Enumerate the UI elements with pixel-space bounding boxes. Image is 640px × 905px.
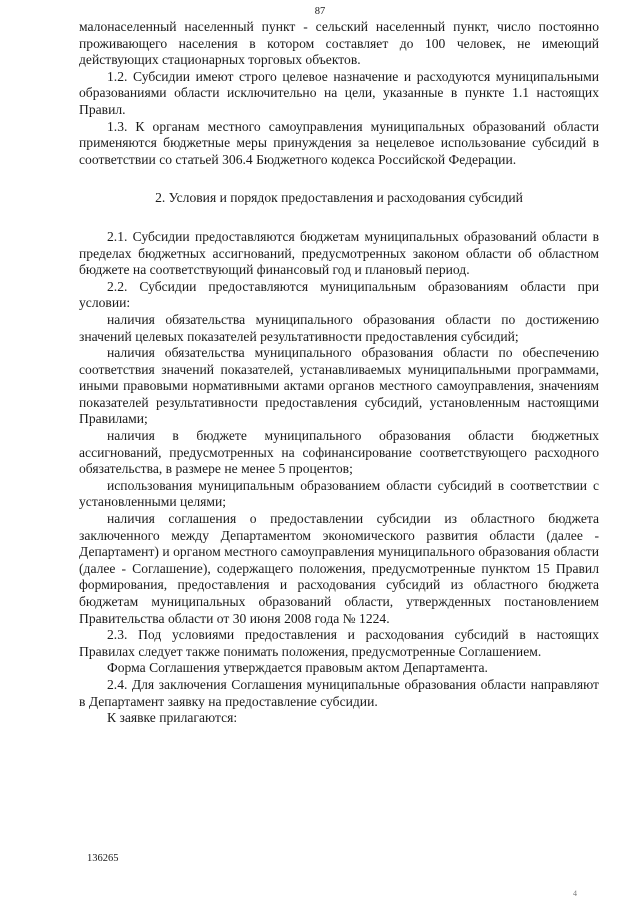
paragraph-2-4: 2.4. Для заключения Соглашения муниципальные образования области направляют в Департамент заявку на предоставление субсидии. (79, 676, 599, 709)
condition-item: использования муниципальным образованием области субсидий в соответствии с установленными целями; (79, 477, 599, 510)
paragraph-2-1: 2.1. Субсидии предоставляются бюджетам муниципальных образований области в пределах бюджетных ассигнований, предусмотренных законом области об областном бюджете на соответствующий финансовый год и плановый период. (79, 228, 599, 278)
page-number: 87 (314, 6, 326, 17)
paragraph-1-2: 1.2. Субсидии имеют строго целевое назначение и расходуются муниципальными образованиями области исключительно на цели, указанные в пункте 1.1 настоящих Правил. (79, 68, 599, 117)
paragraph-2-2: 2.2. Субсидии предоставляются муниципальным образованиям области при условии: (79, 278, 599, 311)
paragraph-continuation: малонаселенный населенный пункт - сельский населенный пункт, число постоянно проживающего населения в котором составляет до 100 человек, не имеющий действующих стационарных торговых объектов. (79, 19, 599, 68)
paragraph-agreement-form: Форма Соглашения утверждается правовым актом Департамента. (107, 660, 488, 676)
paragraph-attachments: К заявке прилагаются: (107, 710, 238, 726)
condition-item: наличия соглашения о предоставлении субсидии из областного бюджета заключенного между Департаментом экономического развития области (далее - Департамент) и органом местного самоуправления муниципального образования области (далее - Соглашение), содержащего положения, предусмотренные пунктом 15 Правил формирования, предоставления и расходования субсидий из областного бюджета бюджетам муниципальных образований области, утвержденных постановлением Правительства области от 30 июня 2008 года № 1224. (79, 511, 599, 626)
footer-document-code: 136265 (87, 853, 119, 864)
corner-mark: 4 (573, 889, 577, 898)
condition-item: наличия обязательства муниципального образования области по обеспечению соответствия значений показателей, устанавливаемых муниципальными программами, иными правовыми нормативными актами органов местного самоуправления, значениям показателей результативности предоставления субсидий, установленным настоящими Правилами; (79, 345, 599, 427)
section-heading: 2. Условия и порядок предоставления и расходования субсидий (155, 190, 523, 206)
paragraph-2-3: 2.3. Под условиями предоставления и расходования субсидий в настоящих Правилах следует также понимать положения, предусмотренные Соглашением. (79, 627, 599, 659)
paragraph-1-3: 1.3. К органам местного самоуправления муниципальных образований области применяются бюджетные меры принуждения за нецелевое использование субсидий в соответствии со статьей 306.4 Бюджетного кодекса Российской Федерации. (79, 118, 599, 167)
document-body (79, 19, 599, 727)
condition-item: наличия обязательства муниципального образования области по достижению значений целевых показателей результативности предоставления субсидий; (79, 311, 599, 344)
condition-item: наличия в бюджете муниципального образования области бюджетных ассигнований, предусмотренных на софинансирование соответствующего расходного обязательства, в размере не менее 5 процентов; (79, 428, 599, 477)
